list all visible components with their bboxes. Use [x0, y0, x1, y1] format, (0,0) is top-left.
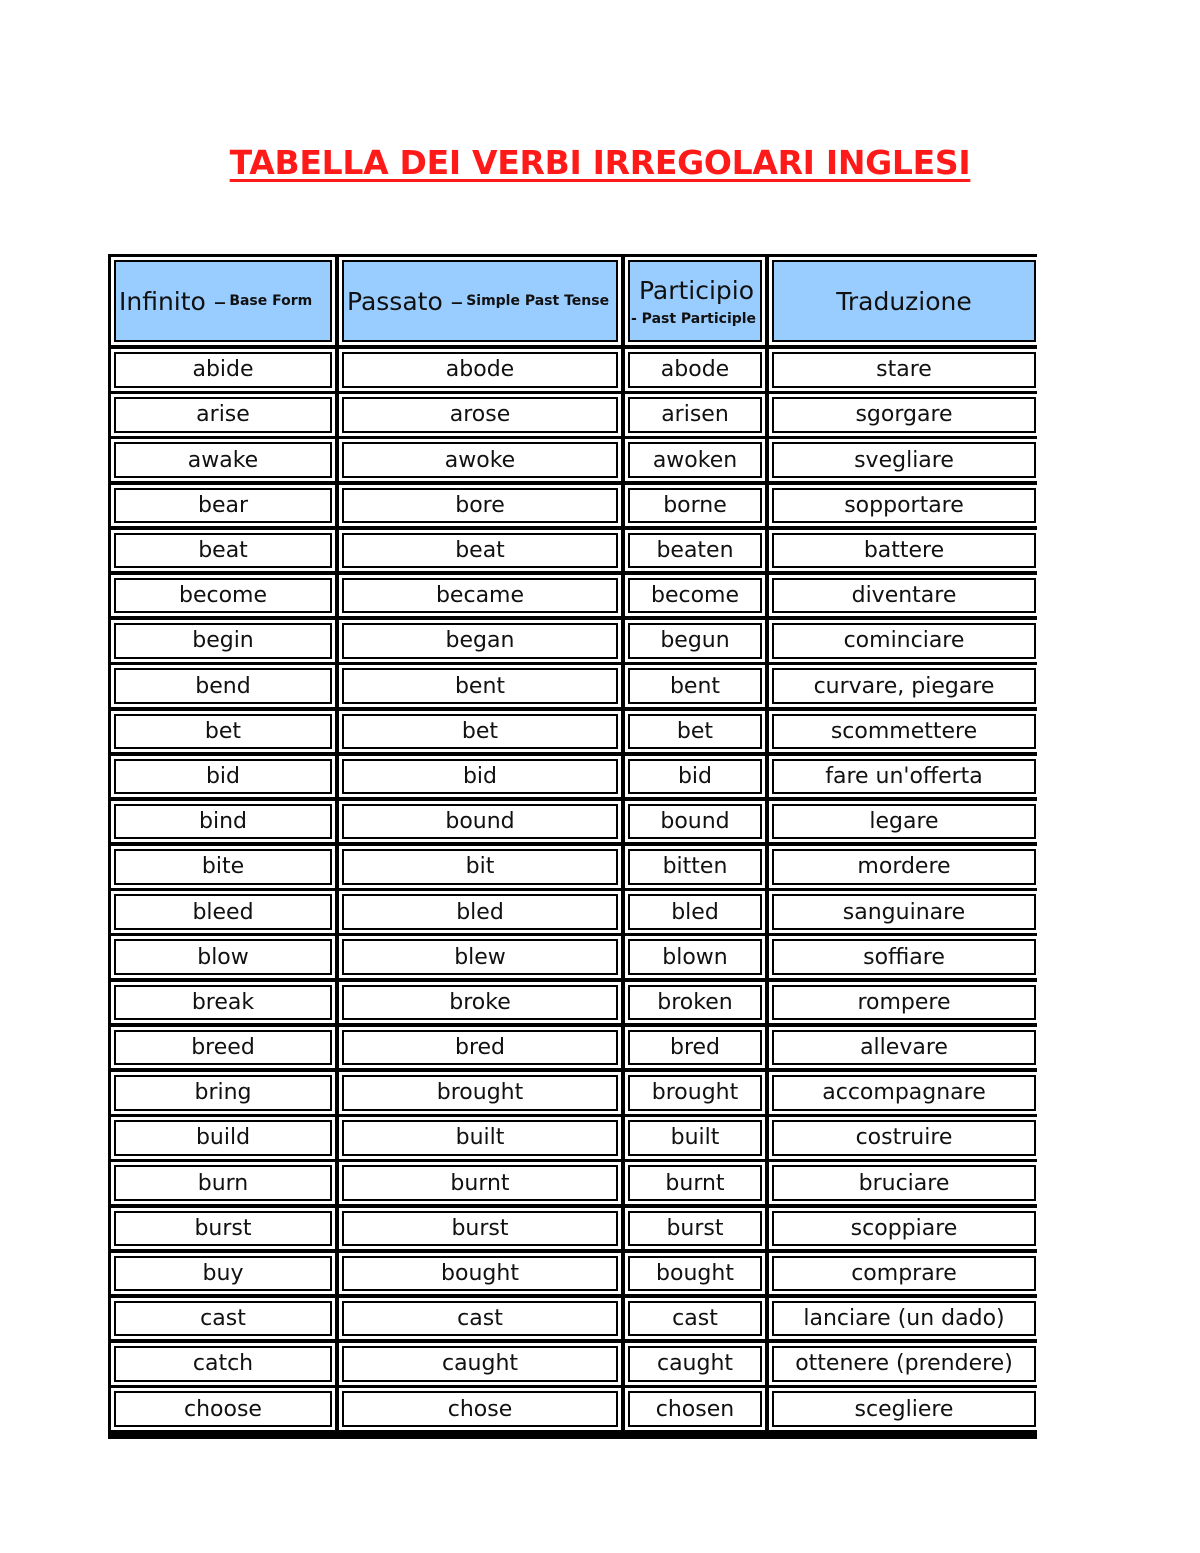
- table-cell-passato: bought: [339, 1253, 621, 1295]
- table-cell-infinito: bet: [111, 711, 335, 753]
- table-cell-participio: arisen: [625, 394, 765, 436]
- table-cell-traduzione: sanguinare: [769, 891, 1039, 933]
- header-passato-sub: Simple Past Tense: [466, 293, 610, 309]
- verb-table: [108, 254, 1037, 1439]
- table-cell-passato: burst: [339, 1208, 621, 1250]
- table-cell-participio: bet: [625, 711, 765, 753]
- header-participio-sub: - Past Participle: [631, 310, 757, 327]
- table-cell-participio: bred: [625, 1027, 765, 1069]
- table-cell-traduzione: mordere: [769, 846, 1039, 888]
- table-cell-participio: begun: [625, 620, 765, 662]
- table-cell-participio: brought: [625, 1072, 765, 1114]
- table-cell-traduzione: scoppiare: [769, 1208, 1039, 1250]
- table-cell-participio: beaten: [625, 530, 765, 572]
- table-cell-participio: borne: [625, 485, 765, 527]
- table-cell-passato: bred: [339, 1027, 621, 1069]
- table-cell-infinito: bleed: [111, 891, 335, 933]
- table-cell-participio: awoken: [625, 439, 765, 481]
- table-cell-traduzione: ottenere (prendere): [769, 1343, 1039, 1385]
- table-cell-passato: bore: [339, 485, 621, 527]
- table-cell-infinito: bring: [111, 1072, 335, 1114]
- table-cell-passato: awoke: [339, 439, 621, 481]
- table-cell-participio: burnt: [625, 1162, 765, 1204]
- table-cell-infinito: build: [111, 1117, 335, 1159]
- header-passato-label: Passato –: [347, 286, 464, 316]
- table-cell-infinito: bite: [111, 846, 335, 888]
- table-cell-passato: bet: [339, 711, 621, 753]
- table-cell-passato: blew: [339, 936, 621, 978]
- table-cell-passato: burnt: [339, 1162, 621, 1204]
- table-cell-infinito: cast: [111, 1298, 335, 1340]
- page-title: TABELLA DEI VERBI IRREGOLARI INGLESI: [229, 143, 971, 182]
- table-cell-participio: bid: [625, 756, 765, 798]
- table-cell-traduzione: sopportare: [769, 485, 1039, 527]
- table-cell-participio: blown: [625, 936, 765, 978]
- table-cell-traduzione: scegliere: [769, 1388, 1039, 1430]
- header-traduzione: [769, 257, 1039, 345]
- table-cell-traduzione: battere: [769, 530, 1039, 572]
- table-cell-infinito: become: [111, 575, 335, 617]
- table-cell-participio: chosen: [625, 1388, 765, 1430]
- table-cell-infinito: buy: [111, 1253, 335, 1295]
- table-cell-infinito: blow: [111, 936, 335, 978]
- table-cell-passato: broke: [339, 982, 621, 1024]
- table-cell-participio: cast: [625, 1298, 765, 1340]
- table-cell-passato: began: [339, 620, 621, 662]
- verb-table-grid: [111, 257, 1039, 1434]
- table-cell-traduzione: curvare, piegare: [769, 665, 1039, 707]
- table-cell-passato: became: [339, 575, 621, 617]
- table-cell-infinito: break: [111, 982, 335, 1024]
- table-cell-infinito: breed: [111, 1027, 335, 1069]
- table-cell-participio: bent: [625, 665, 765, 707]
- table-cell-traduzione: costruire: [769, 1117, 1039, 1159]
- table-cell-passato: brought: [339, 1072, 621, 1114]
- header-participio-label: Participio: [638, 275, 755, 305]
- table-cell-infinito: catch: [111, 1343, 335, 1385]
- header-infinito: [111, 257, 335, 345]
- table-cell-infinito: burn: [111, 1162, 335, 1204]
- table-cell-participio: broken: [625, 982, 765, 1024]
- table-cell-traduzione: fare un'offerta: [769, 756, 1039, 798]
- table-cell-traduzione: rompere: [769, 982, 1039, 1024]
- table-cell-passato: bent: [339, 665, 621, 707]
- table-cell-traduzione: accompagnare: [769, 1072, 1039, 1114]
- table-cell-passato: built: [339, 1117, 621, 1159]
- table-cell-traduzione: diventare: [769, 575, 1039, 617]
- table-cell-passato: bid: [339, 756, 621, 798]
- table-cell-infinito: bear: [111, 485, 335, 527]
- table-cell-traduzione: legare: [769, 801, 1039, 843]
- table-cell-passato: arose: [339, 394, 621, 436]
- table-cell-traduzione: scommettere: [769, 711, 1039, 753]
- table-cell-participio: bitten: [625, 846, 765, 888]
- table-cell-passato: chose: [339, 1388, 621, 1430]
- table-cell-participio: bled: [625, 891, 765, 933]
- table-cell-passato: caught: [339, 1343, 621, 1385]
- header-participio: [625, 257, 765, 345]
- table-cell-traduzione: svegliare: [769, 439, 1039, 481]
- table-cell-infinito: choose: [111, 1388, 335, 1430]
- table-cell-traduzione: cominciare: [769, 620, 1039, 662]
- table-cell-participio: become: [625, 575, 765, 617]
- table-cell-infinito: bid: [111, 756, 335, 798]
- table-cell-participio: caught: [625, 1343, 765, 1385]
- table-cell-traduzione: bruciare: [769, 1162, 1039, 1204]
- table-cell-infinito: beat: [111, 530, 335, 572]
- table-cell-participio: bound: [625, 801, 765, 843]
- table-cell-infinito: begin: [111, 620, 335, 662]
- header-traduzione-label: Traduzione: [836, 286, 972, 316]
- table-cell-traduzione: sgorgare: [769, 394, 1039, 436]
- header-infinito-sub: Base Form: [229, 293, 313, 309]
- table-cell-passato: cast: [339, 1298, 621, 1340]
- table-cell-participio: bought: [625, 1253, 765, 1295]
- header-passato: [339, 257, 621, 345]
- table-cell-passato: bound: [339, 801, 621, 843]
- table-cell-passato: bit: [339, 846, 621, 888]
- table-cell-passato: bled: [339, 891, 621, 933]
- table-cell-infinito: awake: [111, 439, 335, 481]
- table-cell-participio: abode: [625, 349, 765, 391]
- table-cell-passato: beat: [339, 530, 621, 572]
- header-infinito-label: Infinito –: [119, 286, 227, 316]
- table-cell-infinito: bind: [111, 801, 335, 843]
- table-cell-traduzione: soffiare: [769, 936, 1039, 978]
- table-cell-traduzione: allevare: [769, 1027, 1039, 1069]
- table-cell-traduzione: lanciare (un dado): [769, 1298, 1039, 1340]
- table-cell-infinito: burst: [111, 1208, 335, 1250]
- table-cell-traduzione: stare: [769, 349, 1039, 391]
- table-cell-infinito: arise: [111, 394, 335, 436]
- table-cell-traduzione: comprare: [769, 1253, 1039, 1295]
- table-cell-participio: built: [625, 1117, 765, 1159]
- table-cell-infinito: bend: [111, 665, 335, 707]
- table-cell-passato: abode: [339, 349, 621, 391]
- table-cell-participio: burst: [625, 1208, 765, 1250]
- table-cell-infinito: abide: [111, 349, 335, 391]
